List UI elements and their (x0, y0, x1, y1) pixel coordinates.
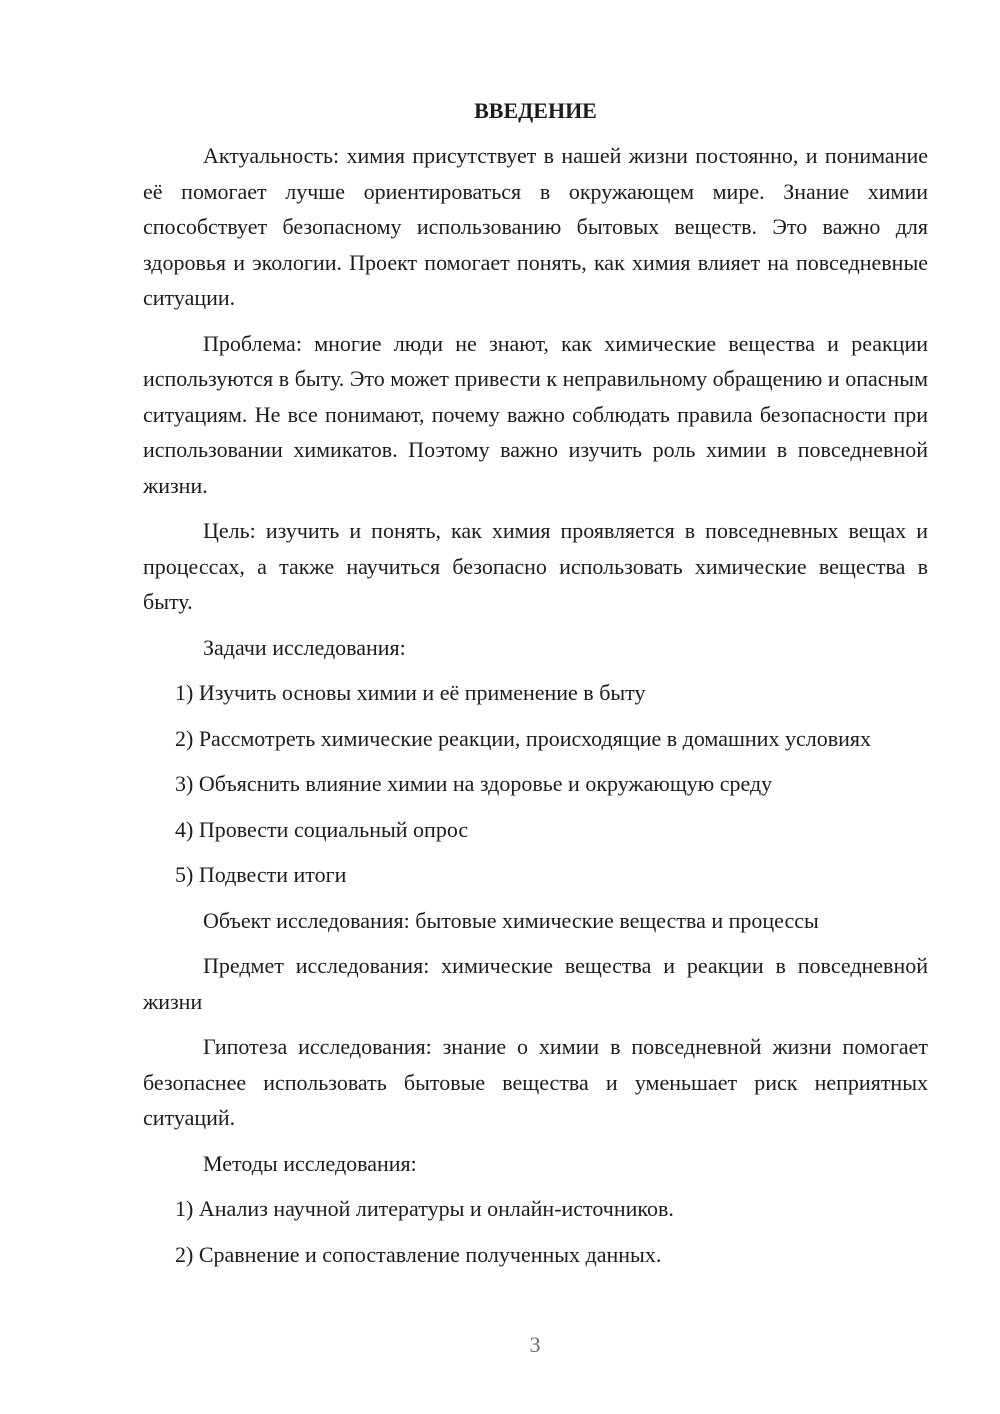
task-item: 3) Объяснить влияние химии на здоровье и окружающую среду (175, 771, 773, 796)
problem-paragraph: Проблема: многие люди не знают, как химические вещества и реакции используются в быту. Это может привести к неправильному обращению и опасным ситуациям. Не все понимают, почему важно соблюдать правила безопасности при использовании химикатов. Поэтому важно изучить роль химии в повседневной жизни. (143, 330, 928, 498)
object-paragraph: Объект исследования: бытовые химические вещества и процессы (203, 907, 819, 933)
method-item: 1) Анализ научной литературы и онлайн-источников. (175, 1196, 674, 1221)
tasks-heading: Задачи исследования: (203, 634, 406, 660)
task-item: 1) Изучить основы химии и её применение в быту (175, 680, 646, 705)
section-title: ВВЕДЕНИЕ (474, 98, 597, 123)
hypothesis-paragraph: Гипотеза исследования: знание о химии в повседневной жизни помогает безопаснее использовать бытовые вещества и уменьшает риск неприятных ситуаций. (143, 1034, 928, 1130)
method-item: 2) Сравнение и сопоставление полученных данных. (175, 1241, 662, 1267)
task-item: 5) Подвести итоги (175, 862, 347, 887)
task-item: 4) Провести социальный опрос (175, 816, 469, 842)
task-item: 2) Рассмотреть химические реакции, происходящие в домашних условиях (175, 725, 871, 751)
goal-paragraph: Цель: изучить и понять, как химия проявляется в повседневных вещах и процессах, а также научиться безопасно использовать химические вещества в быту. (143, 518, 928, 614)
relevance-paragraph: Актуальность: химия присутствует в нашей жизни постоянно, и понимание её помогает лучше ориентироваться в окружающем мире. Знание химии способствует безопасному использованию бытовых веществ. Это важно для здоровья и экологии. Проект помогает понять, как химия влияет на повседневные ситуации. (143, 143, 928, 310)
subject-paragraph: Предмет исследования: химические вещества и реакции в повседневной жизни (143, 953, 928, 1014)
page-number: 3 (529, 1332, 541, 1357)
methods-heading: Методы исследования: (203, 1150, 417, 1176)
page-content (143, 95, 928, 1282)
